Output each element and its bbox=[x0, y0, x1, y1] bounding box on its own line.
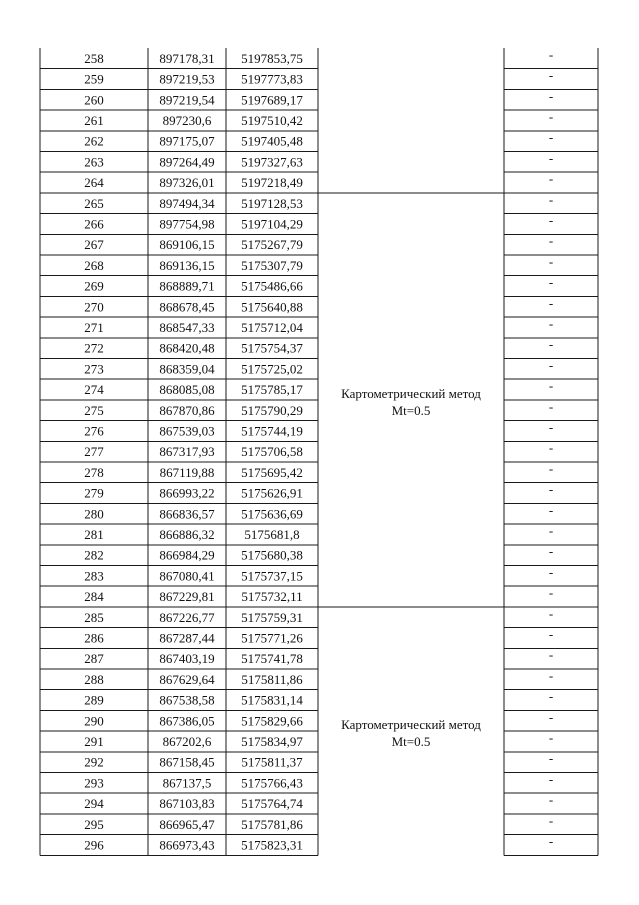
value-dash: - bbox=[548, 129, 554, 145]
row-number: 264 bbox=[84, 175, 104, 191]
coord-x: 868359,04 bbox=[159, 361, 215, 377]
value-dash: - bbox=[548, 647, 554, 663]
coord-y: 5175790,29 bbox=[241, 402, 303, 418]
coord-y: 5175267,79 bbox=[241, 237, 303, 253]
row-number: 296 bbox=[84, 837, 104, 853]
value-dash: - bbox=[548, 522, 554, 538]
coord-x: 866886,32 bbox=[159, 526, 215, 542]
value-dash: - bbox=[548, 274, 554, 290]
coord-x: 867119,88 bbox=[159, 464, 215, 480]
coord-y: 5175754,37 bbox=[241, 340, 303, 356]
row-number: 268 bbox=[84, 257, 104, 273]
value-dash: - bbox=[548, 357, 554, 373]
coord-x: 867317,93 bbox=[159, 444, 215, 460]
row-number: 287 bbox=[84, 651, 104, 667]
coord-y: 5175681,8 bbox=[244, 526, 300, 542]
row-number: 265 bbox=[84, 195, 104, 211]
value-dash: - bbox=[548, 792, 554, 808]
coord-y: 5175725,02 bbox=[241, 361, 303, 377]
coord-y: 5197104,29 bbox=[241, 216, 303, 232]
coord-y: 5197218,49 bbox=[241, 175, 303, 191]
value-dash: - bbox=[548, 688, 554, 704]
coord-y: 5197510,42 bbox=[241, 112, 303, 128]
coord-x: 868420,48 bbox=[159, 340, 215, 356]
coord-y: 5175834,97 bbox=[241, 733, 303, 749]
row-number: 276 bbox=[84, 423, 104, 439]
coord-x: 867870,86 bbox=[159, 402, 215, 418]
row-number: 294 bbox=[84, 796, 104, 812]
row-number: 278 bbox=[84, 464, 104, 480]
value-dash: - bbox=[548, 171, 554, 187]
coord-x: 897326,01 bbox=[159, 175, 215, 191]
row-number: 267 bbox=[84, 237, 104, 253]
coord-x: 867137,5 bbox=[162, 775, 212, 791]
value-dash: - bbox=[548, 108, 554, 124]
coord-x: 867539,03 bbox=[159, 423, 215, 439]
value-dash: - bbox=[548, 543, 554, 559]
row-number: 269 bbox=[84, 278, 104, 294]
row-number: 286 bbox=[84, 630, 104, 646]
method-note-line1: Картометрический метод bbox=[341, 385, 481, 401]
coord-x: 867538,58 bbox=[159, 692, 215, 708]
row-number: 282 bbox=[84, 547, 104, 563]
coord-y: 5197128,53 bbox=[241, 195, 303, 211]
row-number: 289 bbox=[84, 692, 104, 708]
value-dash: - bbox=[548, 233, 554, 249]
value-dash: - bbox=[548, 88, 554, 104]
coord-x: 866993,22 bbox=[159, 485, 215, 501]
value-dash: - bbox=[548, 419, 554, 435]
row-number: 290 bbox=[84, 713, 104, 729]
row-number: 272 bbox=[84, 340, 104, 356]
coord-x: 897219,54 bbox=[159, 92, 215, 108]
coord-x: 897219,53 bbox=[159, 71, 215, 87]
coord-y: 5175831,14 bbox=[241, 692, 303, 708]
value-dash: - bbox=[548, 750, 554, 766]
coord-y: 5175680,38 bbox=[241, 547, 303, 563]
coord-x: 897264,49 bbox=[159, 154, 215, 170]
coord-y: 5175811,86 bbox=[241, 671, 303, 687]
coord-y: 5197405,48 bbox=[241, 133, 303, 149]
coord-y: 5175636,69 bbox=[241, 506, 303, 522]
method-note-line1: Картометрический метод bbox=[341, 717, 481, 733]
coord-x: 867158,45 bbox=[159, 754, 215, 770]
coord-x: 867226,77 bbox=[159, 609, 215, 625]
coord-y: 5175640,88 bbox=[241, 299, 303, 315]
coord-x: 866973,43 bbox=[159, 837, 215, 853]
coord-x: 868678,45 bbox=[159, 299, 215, 315]
coord-y: 5175785,17 bbox=[241, 382, 303, 398]
coord-y: 5175737,15 bbox=[241, 568, 303, 584]
coord-x: 868085,08 bbox=[159, 382, 215, 398]
value-dash: - bbox=[548, 67, 554, 83]
coord-x: 867287,44 bbox=[159, 630, 215, 646]
coord-x: 867629,64 bbox=[159, 671, 215, 687]
coord-y: 5175766,43 bbox=[241, 775, 303, 791]
coord-y: 5197689,17 bbox=[241, 92, 303, 108]
row-number: 293 bbox=[84, 775, 104, 791]
row-number: 285 bbox=[84, 609, 104, 625]
value-dash: - bbox=[548, 212, 554, 228]
coord-x: 897754,98 bbox=[159, 216, 215, 232]
row-number: 277 bbox=[84, 444, 104, 460]
coord-x: 867229,81 bbox=[159, 589, 215, 605]
coord-x: 897178,31 bbox=[159, 50, 215, 66]
coord-x: 868547,33 bbox=[159, 319, 215, 335]
row-number: 295 bbox=[84, 816, 104, 832]
value-dash: - bbox=[548, 440, 554, 456]
coord-y: 5197327,63 bbox=[241, 154, 303, 170]
coord-x: 867386,05 bbox=[159, 713, 215, 729]
coord-x: 897230,6 bbox=[162, 112, 212, 128]
coord-x: 897494,34 bbox=[159, 195, 215, 211]
value-dash: - bbox=[548, 729, 554, 745]
value-dash: - bbox=[548, 771, 554, 787]
row-number: 292 bbox=[84, 754, 104, 770]
coord-x: 867202,6 bbox=[162, 733, 212, 749]
table-grid bbox=[40, 48, 598, 855]
row-number: 291 bbox=[84, 733, 104, 749]
row-number: 262 bbox=[84, 133, 104, 149]
coord-y: 5175706,58 bbox=[241, 444, 303, 460]
coord-x: 866965,47 bbox=[159, 816, 215, 832]
value-dash: - bbox=[548, 585, 554, 601]
coord-y: 5175764,74 bbox=[241, 796, 303, 812]
coord-y: 5175759,31 bbox=[241, 609, 303, 625]
coord-x: 869106,15 bbox=[159, 237, 215, 253]
coord-y: 5175626,91 bbox=[241, 485, 303, 501]
row-number: 261 bbox=[84, 112, 104, 128]
value-dash: - bbox=[548, 833, 554, 849]
value-dash: - bbox=[548, 481, 554, 497]
row-number: 260 bbox=[84, 92, 104, 108]
row-number: 288 bbox=[84, 671, 104, 687]
value-dash: - bbox=[548, 564, 554, 580]
row-number: 281 bbox=[84, 526, 104, 542]
coord-y: 5175771,26 bbox=[241, 630, 303, 646]
value-dash: - bbox=[548, 336, 554, 352]
row-number: 266 bbox=[84, 216, 104, 232]
value-dash: - bbox=[548, 460, 554, 476]
coord-x: 866836,57 bbox=[159, 506, 215, 522]
coord-y: 5175829,66 bbox=[241, 713, 303, 729]
coord-y: 5175732,11 bbox=[241, 589, 303, 605]
coord-y: 5175781,86 bbox=[241, 816, 303, 832]
coord-y: 5175744,19 bbox=[241, 423, 303, 439]
row-number: 284 bbox=[84, 589, 104, 605]
value-dash: - bbox=[548, 812, 554, 828]
coord-y: 5197773,83 bbox=[241, 71, 303, 87]
value-dash: - bbox=[548, 667, 554, 683]
row-number: 280 bbox=[84, 506, 104, 522]
coord-x: 897175,07 bbox=[159, 133, 215, 149]
coord-y: 5175823,31 bbox=[241, 837, 303, 853]
value-dash: - bbox=[548, 315, 554, 331]
coord-y: 5175712,04 bbox=[241, 319, 303, 335]
row-number: 263 bbox=[84, 154, 104, 170]
value-dash: - bbox=[548, 605, 554, 621]
row-number: 279 bbox=[84, 485, 104, 501]
coord-y: 5175695,42 bbox=[241, 464, 303, 480]
value-dash: - bbox=[548, 46, 554, 62]
value-dash: - bbox=[548, 709, 554, 725]
value-dash: - bbox=[548, 191, 554, 207]
row-number: 275 bbox=[84, 402, 104, 418]
value-dash: - bbox=[548, 502, 554, 518]
value-dash: - bbox=[548, 253, 554, 269]
coord-x: 868889,71 bbox=[159, 278, 215, 294]
coord-y: 5175811,37 bbox=[241, 754, 303, 770]
value-dash: - bbox=[548, 378, 554, 394]
method-notes bbox=[341, 386, 481, 749]
row-number: 274 bbox=[84, 382, 104, 398]
coord-x: 867080,41 bbox=[159, 568, 215, 584]
coord-y: 5175307,79 bbox=[241, 257, 303, 273]
method-note-line2: Mt=0.5 bbox=[391, 734, 431, 750]
row-number: 259 bbox=[84, 71, 104, 87]
coord-x: 867403,19 bbox=[159, 651, 215, 667]
row-number: 258 bbox=[84, 50, 104, 66]
value-dash: - bbox=[548, 295, 554, 311]
value-dash: - bbox=[548, 398, 554, 414]
coord-y: 5175486,66 bbox=[241, 278, 303, 294]
coord-x: 869136,15 bbox=[159, 257, 215, 273]
table-cells bbox=[84, 47, 553, 853]
value-dash: - bbox=[548, 626, 554, 642]
coord-y: 5175741,78 bbox=[241, 651, 303, 667]
row-number: 283 bbox=[84, 568, 104, 584]
coord-y: 5197853,75 bbox=[241, 50, 303, 66]
value-dash: - bbox=[548, 150, 554, 166]
coord-x: 867103,83 bbox=[159, 796, 215, 812]
method-note-line2: Mt=0.5 bbox=[391, 402, 431, 418]
row-number: 273 bbox=[84, 361, 104, 377]
row-number: 271 bbox=[84, 319, 104, 335]
row-number: 270 bbox=[84, 299, 104, 315]
coord-x: 866984,29 bbox=[159, 547, 215, 563]
